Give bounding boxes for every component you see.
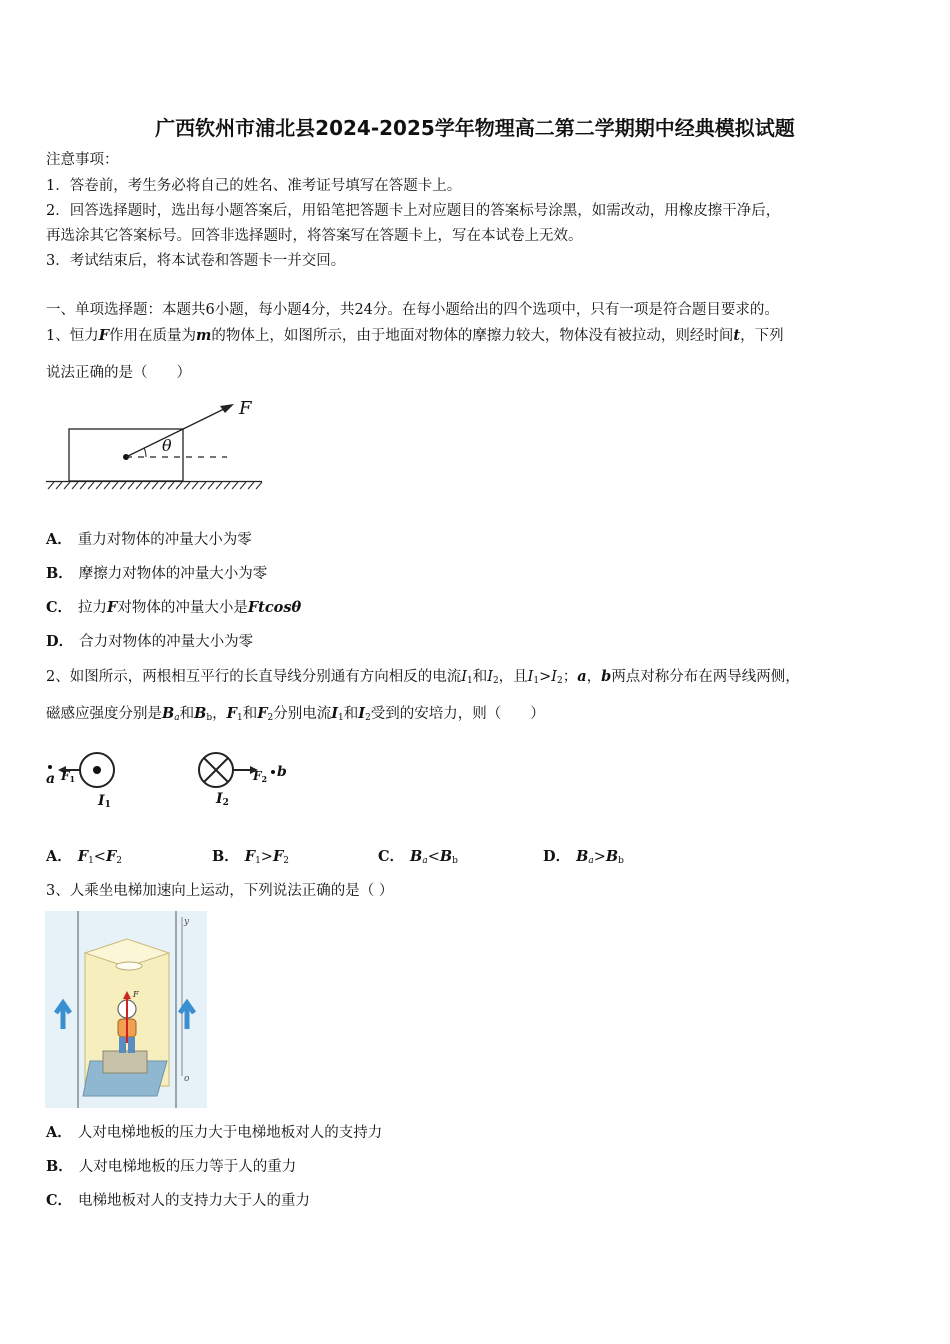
notice-item-2: 2．回答选择题时，选出每小题答案后，用铅笔把答题卡上对应题目的答案标号涂黑，如需改动，用橡皮擦干净后， [46,203,781,219]
q1-var-F: F [98,327,110,344]
origin-label: o [184,1074,190,1084]
q1-stem-part: 作用在质量为 [109,328,197,344]
notice-heading: 注意事项： [46,152,119,168]
notice-item-1: 1．答卷前，考生务必将自己的姓名、准考证号填写在答题卡上。 [46,178,462,194]
section-heading: 一、单项选择题：本题共6小题，每小题4分，共24分。在每小题给出的四个选项中，只有一项是符合题目要求的。 [46,302,779,318]
q1-stem-part: 1、恒力 [46,328,99,344]
q2-option-b[interactable]: B． $F_1>F_2$ [212,848,289,866]
q2-option-a[interactable]: A． $F_1<F_2$ [46,848,122,866]
q1-stem-line2: 说法正确的是（ ） [46,365,191,381]
q3-stem: 3、人乘坐电梯加速向上运动，下列说法正确的是（ ） [46,883,394,899]
notice-item-3: 3．考试结束后，将本试卷和答题卡一并交回。 [46,253,346,269]
q2-option-d[interactable]: D． $B_a>B_b$ [543,848,624,866]
notice-item-2-cont: 再选涂其它答案标号。回答非选择题时，将答案写在答题卡上，写在本试卷上无效。 [46,228,583,244]
q1-stem-part: 的物体上，如图所示，由于地面对物体的摩擦力较大，物体没有被拉动，则经时间 [211,328,734,344]
force-F1-label: F1 [61,769,76,784]
support-force-label: F [133,990,139,999]
q1-var-t: t [733,327,741,344]
force-arrowhead [220,404,234,413]
angle-arc [144,448,146,457]
q1-var-m: m [196,327,212,344]
q1-option-b[interactable]: B． 摩擦力对物体的冲量大小为零 [46,565,268,582]
q2-stem-line1: 2、如图所示，两根相互平行的长直导线分别通有方向相反的电流$I_1$和$I_2$，且$I_1>I_2$；a，b两点对称分布在两导线两侧， [46,668,800,686]
q1-option-d[interactable]: D． 合力对物体的冲量大小为零 [46,633,254,650]
point-b-label: b [277,764,287,780]
person-leg-right [128,1037,135,1053]
q2-wire-diagram [40,742,300,812]
q1-stem-part: ，下列 [740,328,784,344]
ceiling-light [116,962,142,970]
force-F-arrow [126,409,224,457]
ground-hatching [48,482,262,489]
force-F-label: F [239,398,252,419]
force-F2-label: F2 [253,769,268,784]
q1-option-c[interactable]: C． 拉力F对物体的冲量大小是Ftcosθ [46,599,302,616]
floor-scale [103,1051,147,1073]
q3-option-a[interactable]: A． 人对电梯地板的压力大于电梯地板对人的支持力 [46,1124,383,1141]
person-leg-left [119,1037,126,1053]
q1-option-a[interactable]: A． 重力对物体的冲量大小为零 [46,531,252,548]
point-a-dot [48,765,52,769]
elevator-illustration [45,911,207,1108]
point-a-label: a [46,771,56,787]
q1-force-diagram [44,392,266,492]
point-b-dot [271,770,275,774]
current-out-dot-icon [93,766,101,774]
wire-I2-label: I2 [216,791,229,808]
q1-stem-line1 [46,326,784,346]
q3-option-b[interactable]: B． 人对电梯地板的压力等于人的重力 [46,1158,297,1175]
theta-label: θ [162,436,172,455]
wire-I1-label: I1 [98,793,111,810]
q2-option-c[interactable]: C． $B_a<B_b$ [378,848,458,866]
q3-option-c[interactable]: C． 电梯地板对人的支持力大于人的重力 [46,1192,311,1209]
y-axis-label: y [184,917,190,927]
page-title: 广西钦州市浦北县2024-2025学年物理高二第二学期期中经典模拟试题 [155,116,795,140]
q2-stem-line2: 磁感应强度分别是$B_a$和$B_b$，$F_1$和$F_2$分别电流$I_1$和$I_2$受到的安培力，则（ ） [46,705,545,723]
